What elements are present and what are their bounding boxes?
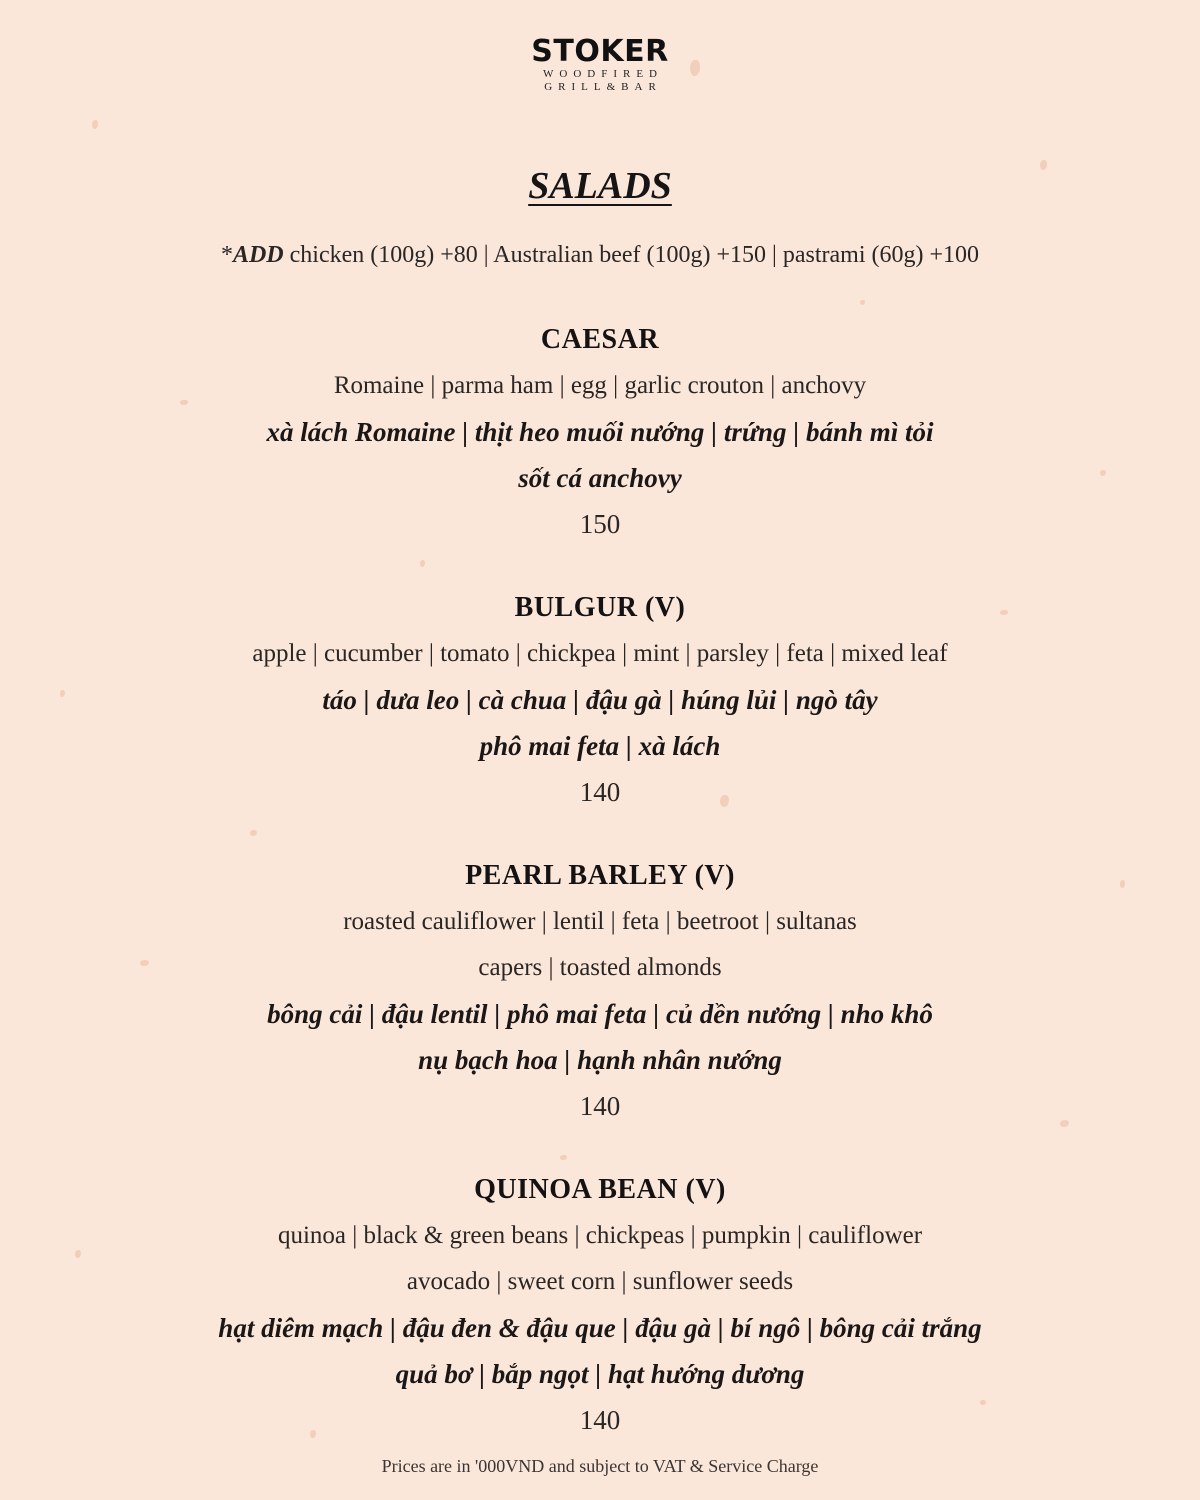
dish-vietnamese-ingredients: bông cải | đậu lentil | phô mai feta | củ dền nướng | nho khô: [267, 999, 933, 1029]
price-note: Prices are in '000VND and subject to VAT & Service Charge: [381, 1456, 819, 1476]
logo-tagline-1: WOODFIRED: [543, 68, 663, 80]
addon-prefix: *: [220, 242, 233, 268]
addon-label: ADD: [232, 242, 284, 268]
dish-name: QUINOA BEAN (V): [474, 1174, 726, 1205]
dish-vietnamese-ingredients: nụ bạch hoa | hạnh nhân nướng: [418, 1045, 782, 1075]
dish-name: BULGUR (V): [514, 592, 686, 623]
dish-english-ingredients: avocado | sweet corn | sunflower seeds: [406, 1268, 794, 1295]
dish-pearl-barley: [0, 853, 1200, 1129]
dish-price: 150: [579, 509, 621, 539]
dish-english-ingredients: Romaine | parma ham | egg | garlic crouton | anchovy: [333, 372, 867, 399]
dish-english-ingredients: capers | toasted almonds: [478, 954, 722, 981]
dish-vietnamese-ingredients: sốt cá anchovy: [518, 463, 682, 493]
logo: [0, 36, 1200, 94]
dish-price: 140: [579, 777, 621, 807]
section-title: [0, 164, 1200, 208]
dish-caesar: [0, 317, 1200, 547]
dish-name: PEARL BARLEY (V): [465, 860, 735, 891]
dish-vietnamese-ingredients: quả bơ | bắp ngọt | hạt hướng dương: [395, 1359, 805, 1389]
dish-name: CAESAR: [540, 324, 660, 355]
dish-english-ingredients: quinoa | black & green beans | chickpeas | pumpkin | cauliflower: [277, 1222, 923, 1249]
logo-tagline-2: GRILL&BAR: [544, 81, 662, 93]
dish-vietnamese-ingredients: phô mai feta | xà lách: [479, 731, 721, 761]
dish-price: 140: [579, 1091, 621, 1121]
dish-bulgur: [0, 585, 1200, 815]
section-title-text: SALADS: [528, 165, 672, 207]
dish-english-ingredients: roasted cauliflower | lentil | feta | beetroot | sultanas: [343, 908, 857, 935]
dish-vietnamese-ingredients: hạt diêm mạch | đậu đen & đậu que | đậu gà | bí ngô | bông cải trắng: [218, 1313, 982, 1343]
addon-text: chicken (100g) +80 | Australian beef (100g) +150 | pastrami (60g) +100: [283, 242, 980, 268]
dish-price: 140: [579, 1405, 621, 1435]
dish-vietnamese-ingredients: táo | dưa leo | cà chua | đậu gà | húng lủi | ngò tây: [322, 685, 878, 715]
dish-vietnamese-ingredients: xà lách Romaine | thịt heo muối nướng | trứng | bánh mì tỏi: [266, 417, 934, 447]
dish-quinoa-bean: [0, 1167, 1200, 1443]
dish-english-ingredients: apple | cucumber | tomato | chickpea | mint | parsley | feta | mixed leaf: [252, 640, 948, 667]
logo-name: STOKER: [531, 34, 669, 69]
addon-line: [0, 242, 1200, 269]
